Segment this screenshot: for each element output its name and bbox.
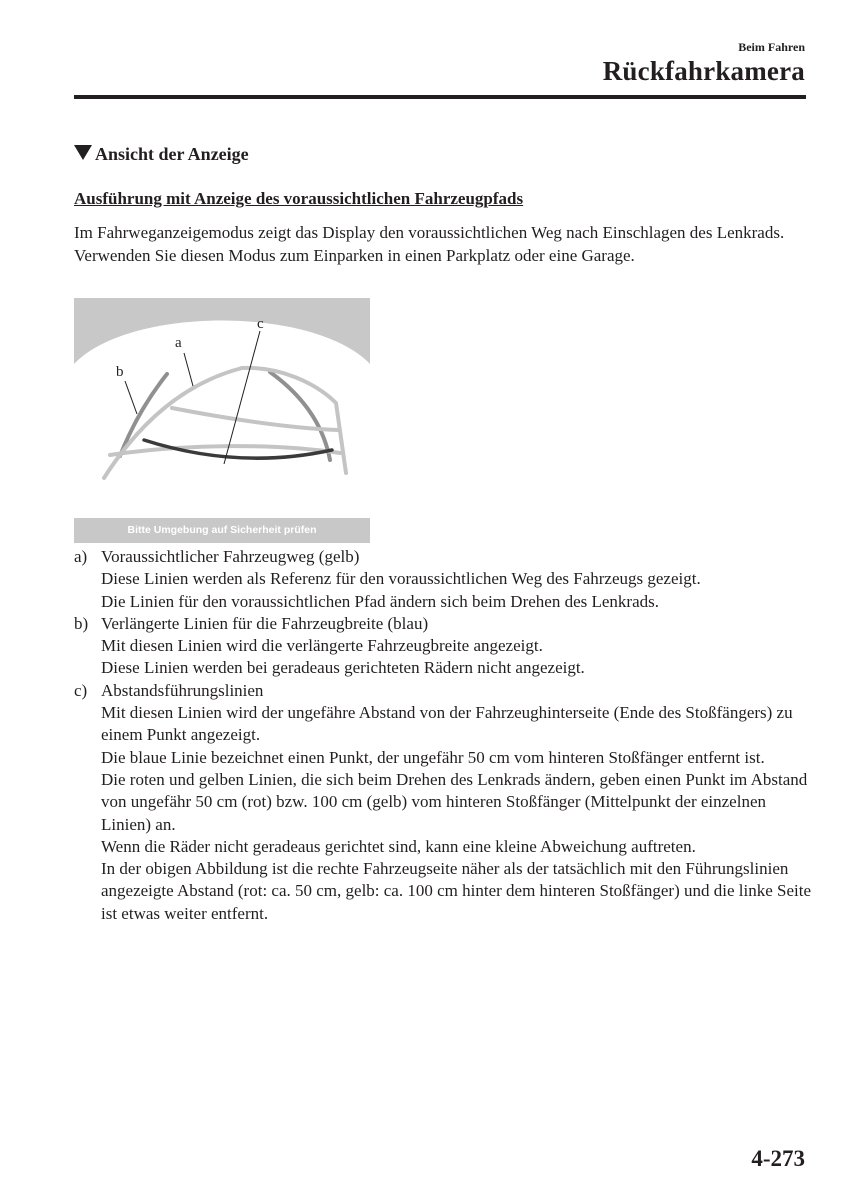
legend-item-text: Mit diesen Linien wird die verlängerte Fahrzeugbreite angezeigt.	[101, 636, 543, 656]
legend-list	[74, 546, 814, 925]
figure-label-b: b	[116, 364, 124, 380]
section-heading-text: Ansicht der Anzeige	[95, 144, 249, 164]
triangle-down-icon	[74, 145, 92, 160]
camera-display-figure	[74, 298, 370, 543]
legend-item-text: Die Linien für den voraussichtlichen Pfad ändern sich beim Drehen des Lenkrads.	[101, 591, 659, 611]
page-number: 4-273	[751, 1146, 805, 1171]
legend-item-text: Diese Linien werden als Referenz für den voraussichtlichen Weg des Fahrzeugs gezeigt.	[101, 569, 701, 589]
legend-item-text: Die blaue Linie bezeichnet einen Punkt, der ungefähr 50 cm vom hinteren Stoßfänger entfernt ist.	[101, 747, 765, 767]
legend-item-c	[74, 680, 814, 925]
intro-paragraph: Im Fahrweganzeigemodus zeigt das Display den voraussichtlichen Weg nach Einschlagen des Lenkrads.	[74, 223, 785, 242]
legend-item-text: In der obigen Abbildung ist die rechte Fahrzeugseite näher als der tatsächlich mit den Führungslinien angezeigte Abstand (rot: ca. 50 cm, gelb: ca. 100 cm hinter dem hinteren Stoßfänger) und die linke Seite ist etwas weiter entfernt.	[101, 859, 811, 923]
section-heading	[74, 144, 249, 165]
intro-text	[74, 221, 814, 267]
legend-item-title: Abstandsführungslinien	[101, 680, 264, 700]
legend-item-title: Verlängerte Linien für die Fahrzeugbreite (blau)	[101, 613, 429, 633]
legend-item-text: Mit diesen Linien wird der ungefähre Abstand von der Fahrzeughinterseite (Ende des Stoßfängers) zu einem Punkt angezeigt.	[101, 703, 793, 745]
legend-item-marker: a)	[74, 547, 88, 566]
figure-label-a: a	[175, 335, 182, 351]
legend-item-marker: c)	[74, 680, 88, 700]
figure-label-c: c	[257, 316, 264, 332]
legend-item-marker: b)	[74, 613, 89, 633]
page-title: Rückfahrkamera	[602, 56, 805, 86]
display-caption: Bitte Umgebung auf Sicherheit prüfen	[127, 524, 317, 536]
display-view-area	[74, 321, 370, 519]
legend-item-text: Wenn die Räder nicht geradeaus gerichtet sind, kann eine kleine Abweichung auftreten.	[101, 836, 696, 856]
camera-display-illustration	[74, 298, 370, 543]
running-header-section: Beim Fahren	[738, 40, 805, 54]
subheading: Ausführung mit Anzeige des voraussichtlichen Fahrzeugpfads	[74, 189, 524, 208]
header-divider	[74, 95, 806, 99]
legend-item-text: Die roten und gelben Linien, die sich beim Drehen des Lenkrads ändern, geben einen Punkt im Abstand von ungefähr 50 cm (rot) bzw. 100 cm (gelb) vom hinteren Stoßfänger (Mittelpunkt der einzelnen Linien) an.	[101, 769, 808, 834]
intro-paragraph: Verwenden Sie diesen Modus zum Einparken in einen Parkplatz oder eine Garage.	[74, 246, 635, 265]
legend-item-title: Voraussichtlicher Fahrzeugweg (gelb)	[101, 547, 360, 566]
legend-item-a	[74, 546, 814, 613]
legend-item-text: Diese Linien werden bei geradeaus gerichteten Rädern nicht angezeigt.	[101, 658, 585, 678]
legend-item-b	[74, 613, 814, 680]
